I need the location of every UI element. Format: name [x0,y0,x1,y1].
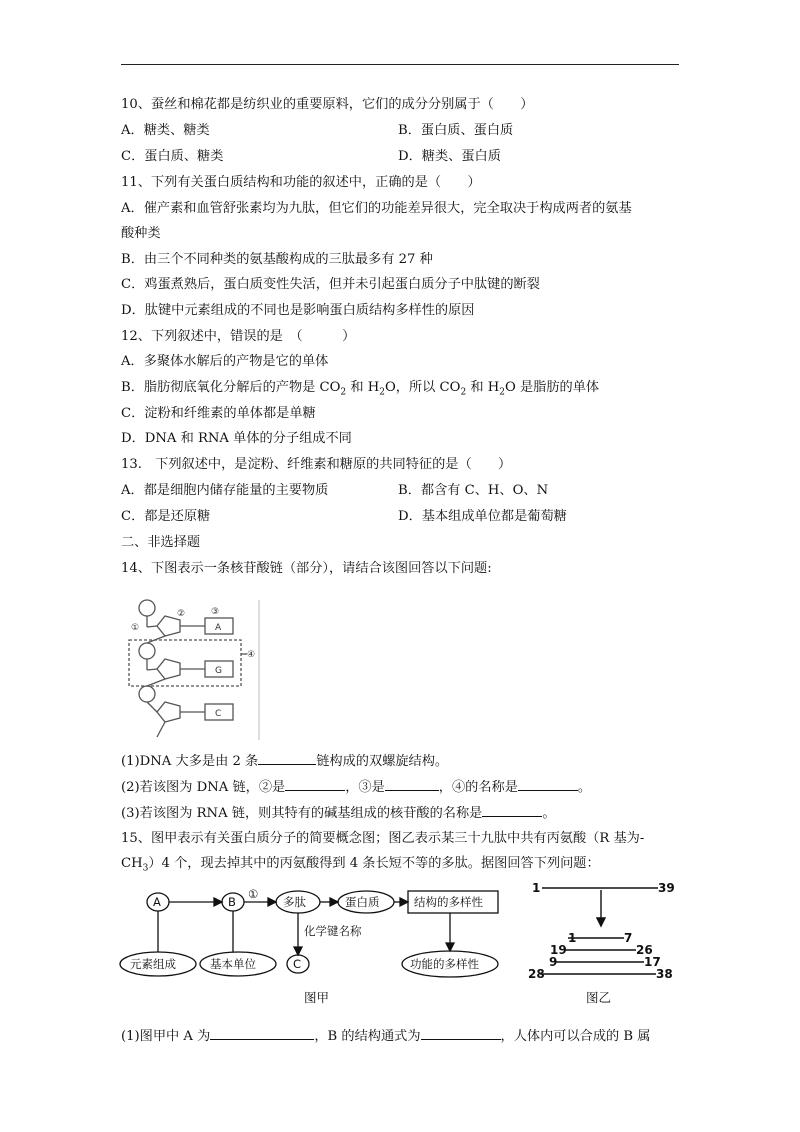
q11-stem: 11、下列有关蛋白质结构和功能的叙述中，正确的是（ ） [121,175,481,190]
label-b: B [228,895,236,909]
marker-2: ② [177,609,186,619]
q10-stem: 10、蚕丝和棉花都是纺织业的重要原料，它们的成分分别属于（ ） [121,97,534,112]
label-1b: 1 [568,931,577,945]
q15-part1: (1)图甲中 A 为 ，B 的结构通式为 ，人体内可以合成的 B 属 [121,1029,651,1044]
marker-3: ③ [211,607,220,617]
label-circle-1: ① [248,887,259,901]
marker-4: ④ [247,650,256,660]
phosphate-2 [139,643,155,659]
label-structure: 结构的多样性 [414,895,483,909]
marker-1: ① [131,623,140,633]
base-label: G [215,666,222,676]
label-peptide: 多肽 [283,895,306,909]
base-label: A [215,623,222,633]
q14-part3: (3)若该图为 RNA 链，则其特有的碱基组成的核苷酸的名称是 。 [121,806,556,821]
q13-option-c: C．都是还原糖 [121,509,211,524]
nucleotide-chain-figure [125,592,265,742]
q11-option-a-line2: 酸种类 [121,226,161,241]
q11-option-a-line1: A．催产素和血管舒张素均为九肽，但它们的功能差异很大，完全取决于构成两者的氨基 [121,201,632,216]
q10-option-d: D．糖类、蛋白质 [398,149,501,164]
label-7: 7 [624,931,633,945]
label-element: 元素组成 [130,957,176,971]
label-26: 26 [636,943,653,957]
label-38: 38 [656,967,673,981]
q10-option-b: B．蛋白质、蛋白质 [398,123,514,138]
sugar-2 [157,659,180,679]
label-17: 17 [644,955,661,969]
label-unit: 基本单位 [210,957,256,971]
q11-option-d: D．肽键中元素组成的不同也是影响蛋白质结构多样性的原因 [121,303,475,318]
sugar-1 [157,616,180,636]
phosphate-1 [139,600,155,616]
q14-part1: (1)DNA 大多是由 2 条 链构成的双螺旋结构。 [121,754,449,769]
label-a: A [153,895,161,909]
q15-stem-line2: $CH_3)4$ 个，现去掉其中的丙氨酸得到 4 条长短不等的多肽。据图回答下列问题： [121,856,600,874]
header-rule [121,64,679,65]
q13-option-a: A．都是细胞内储存能量的主要物质 [121,483,329,498]
section-heading: 二、非选择题 [121,535,201,550]
q11-option-b: B．由三个不同种类的氨基酸构成的三肽最多有 27 种 [121,252,433,267]
phosphate-3 [139,686,155,702]
peptide-diagram [528,880,678,1010]
sugar-3 [157,702,180,722]
protein-concept-map [118,882,518,1012]
label-39: 39 [658,881,675,895]
q10-option-c: C．蛋白质、糖类 [121,149,224,164]
q15-stem-line1: 15、图甲表示有关蛋白质分子的简要概念图；图乙表示某三十九肽中共有丙氨酸（R 基为- [121,831,645,846]
label-c: C [293,957,302,971]
figure-caption-b: 图乙 [586,990,612,1005]
q14-stem: 14、下图表示一条核苷酸链（部分），请结合该图回答以下问题: [121,561,492,576]
base-label: C [215,709,222,719]
q12-option-a: A．多聚体水解后的产物是它的单体 [121,354,329,369]
q10-option-a: A．糖类、糖类 [121,123,210,138]
q12-option-c: C．淀粉和纤维素的单体都是单糖 [121,406,316,421]
q13-option-d: D．基本组成单位都是葡萄糖 [398,509,567,524]
label-19: 19 [550,943,567,957]
label-bond: 化学键名称 [304,924,362,938]
label-28: 28 [528,967,545,981]
q14-part2: (2)若该图为 DNA 链，②是 ，③是 ，④的名称是 。 [121,780,592,795]
q11-option-c: C．鸡蛋煮熟后，蛋白质变性失活，但并未引起蛋白质分子中肽键的断裂 [121,277,540,292]
label-protein: 蛋白质 [345,895,380,909]
label-function: 功能的多样性 [410,957,479,971]
label-1: 1 [532,881,541,895]
label-9: 9 [549,955,558,969]
q13-stem: 13. 下列叙述中，是淀粉、纤维素和糖原的共同特征的是（ ） [121,457,512,472]
q12-option-d: D．DNA 和 RNA 单体的分子组成不同 [121,431,352,446]
figure-caption-a: 图甲 [304,990,330,1005]
q12-stem: 12、下列叙述中，错误的是 （ ） [121,329,356,344]
nucleotide-dashed-frame [129,640,241,686]
q12-option-b: B．脂肪彻底氧化分解后的产物是 $CO_2$ 和 $H_2O$，所以 $CO_2$ 和 $H_2O$ 是脂肪的单体 [121,380,600,398]
q13-option-b: B．都含有 C、H、O、N [398,483,549,498]
